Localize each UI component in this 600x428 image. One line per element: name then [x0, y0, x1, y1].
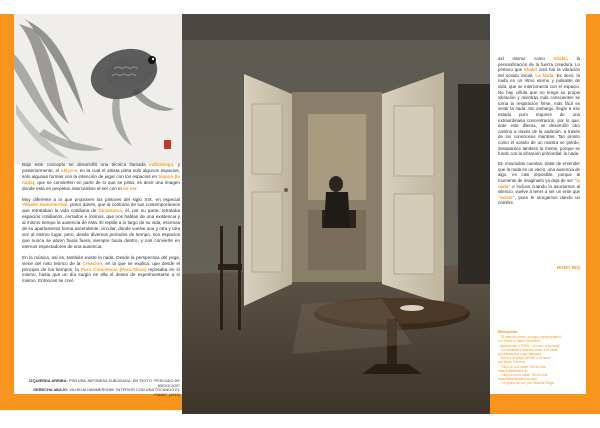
bibliography-line: por Alexandra Lugo Valencia — [498, 352, 542, 357]
bibliography-line: - "Ukiyo-e en la nada" Sin la cola — [498, 373, 548, 378]
hammershoi-interior-painting — [182, 14, 490, 414]
bibliography-line: - Sonia y el juego del ser o la nada" — [498, 356, 552, 361]
caption-line-2: DERECHA ABAJO: VILHELM HAMMERSHØI "INTERIOR CON UNA TOCANDO EL PIANO" (1913) — [33, 387, 180, 397]
bibliography — [498, 330, 580, 386]
bibliography-title: Bibliografía: — [498, 330, 518, 334]
author-signature: ROMY RIQ — [556, 265, 580, 270]
bibliography-line: - "El silencio como un logro contemplativo" — [498, 335, 563, 340]
bibliography-line: - "Un grano de luz" por Marcos Mega — [498, 381, 554, 386]
interior-scene — [182, 14, 490, 414]
bibliography-line: por Franz y Javier Etxeberri — [498, 339, 540, 344]
right-body-text — [498, 56, 580, 211]
bibliography-line: por Doris Cervera — [498, 360, 525, 365]
right-paragraph-2: En resumidas cuentas, tratar de entender que la nada es un vacío, una ausencia de algo, es casi imposible, porque al momento de imaginarlo ya deja de ser "la nada" e incluso cuando la asociamos al silencio, vuelve a tener a ser un ente que "existe", pues le otorgamos dando un nombre. — [498, 161, 580, 206]
bibliography-line: www.filmsoftucandos.com — [498, 377, 538, 382]
right-paragraph-1: así mismo como Shakti, la personificación de la fuerza creadora. Lo primero que Shakti creó fue la vibración del sonido inicial, La Nada. Es decir, la nada en un ritmo eterno y pulsante de vida, que se interconecta con el espacio. No hay célula que no tenga su propia vibración y mientras más conscientes se torna la respiración firme, más fácil es sentir la nada. Sin embargo, llegar a ese estado puro requiere de una extraordinaria concentración, por lo que, ante este dilema, se desarrolló otro camino a través de la audición, a través de los consciosos mantras. Tan pronto como el sonido de un mantra se pierde, desaparece también la mente, porque se funde con la vibración primordial: la nada. — [498, 56, 581, 157]
caption-line-1: IZQUIERDA ARRIBA: PINTURA JAPONESA SUBODAGA. EN TEXTO "PESCADO DE NEGOCIOS" — [29, 378, 180, 388]
bibliography-line: - "La verdadera esencia crear a la nada" — [498, 347, 559, 352]
orange-frame-bottom-right — [490, 394, 600, 414]
orange-frame-left — [0, 14, 14, 394]
left-body-text — [22, 162, 180, 289]
left-paragraph-1: Bajo este concepto se desarrolló una técnica llamada sultsokaga, y posteriormente, el ukiyo-e, en la cual el artista pinta solo algunos espacios, sólo algunas formas con la intención de jugar con los espacios en blanco (la nada), que se convierten en parte de lo que se pinta, es decir una imagen donde está en perpetuo intercambio el ser con el no ser. — [22, 162, 181, 191]
goldfish-illustration — [14, 14, 182, 164]
image-caption — [22, 379, 180, 397]
bibliography-line: www.jupiterbrave.jp — [498, 368, 528, 373]
orange-frame-right — [586, 14, 600, 414]
left-paragraph-2: Muy diferente a lo que proponen los pintores del siglo XIX, en especial Vilhelm Hammershøi, pintor danés, que al contrario de sus contemporáneos que retrataban la vida cotidiana de Dinamarca, él, por su parte, retrataba espacios cotidianos, cerrados e íntimos, que nos hablan de una existencia y al mismo tiempo la ausencia de ésta. El reptile a lo largo de su vida, escenas de su apartamento forma ascendente, circular, donde vuelve una y otra y otra vez al mismo lugar, pero, desde diversos períodos de tiempo, son espacios que nunca se abren hacia fuera, siempre hacia dentro, y nos convierte en eternos espectadores de una ausencia. — [22, 196, 180, 249]
bibliography-line: - Aparejo del 4 PSRL. "el rumo a la nada" — [498, 343, 561, 348]
bibliography-line: - "Ukiyo-e o la nada" Sin la cola — [498, 364, 546, 369]
fish-ink-painting — [14, 14, 182, 164]
left-paragraph-3: En la música, así es, también existe la nada. Desde la perspectiva del yoga, viene del mito teórico de la Creación, en la que se explica, que desde el principio de los tiempos, la Pura Conciencia (Para-Shiva) reposaba en sí mismo, hasta que un día surgió en ella el deseo de experimentarse a sí mismo. Entonces se creó — [22, 254, 180, 284]
